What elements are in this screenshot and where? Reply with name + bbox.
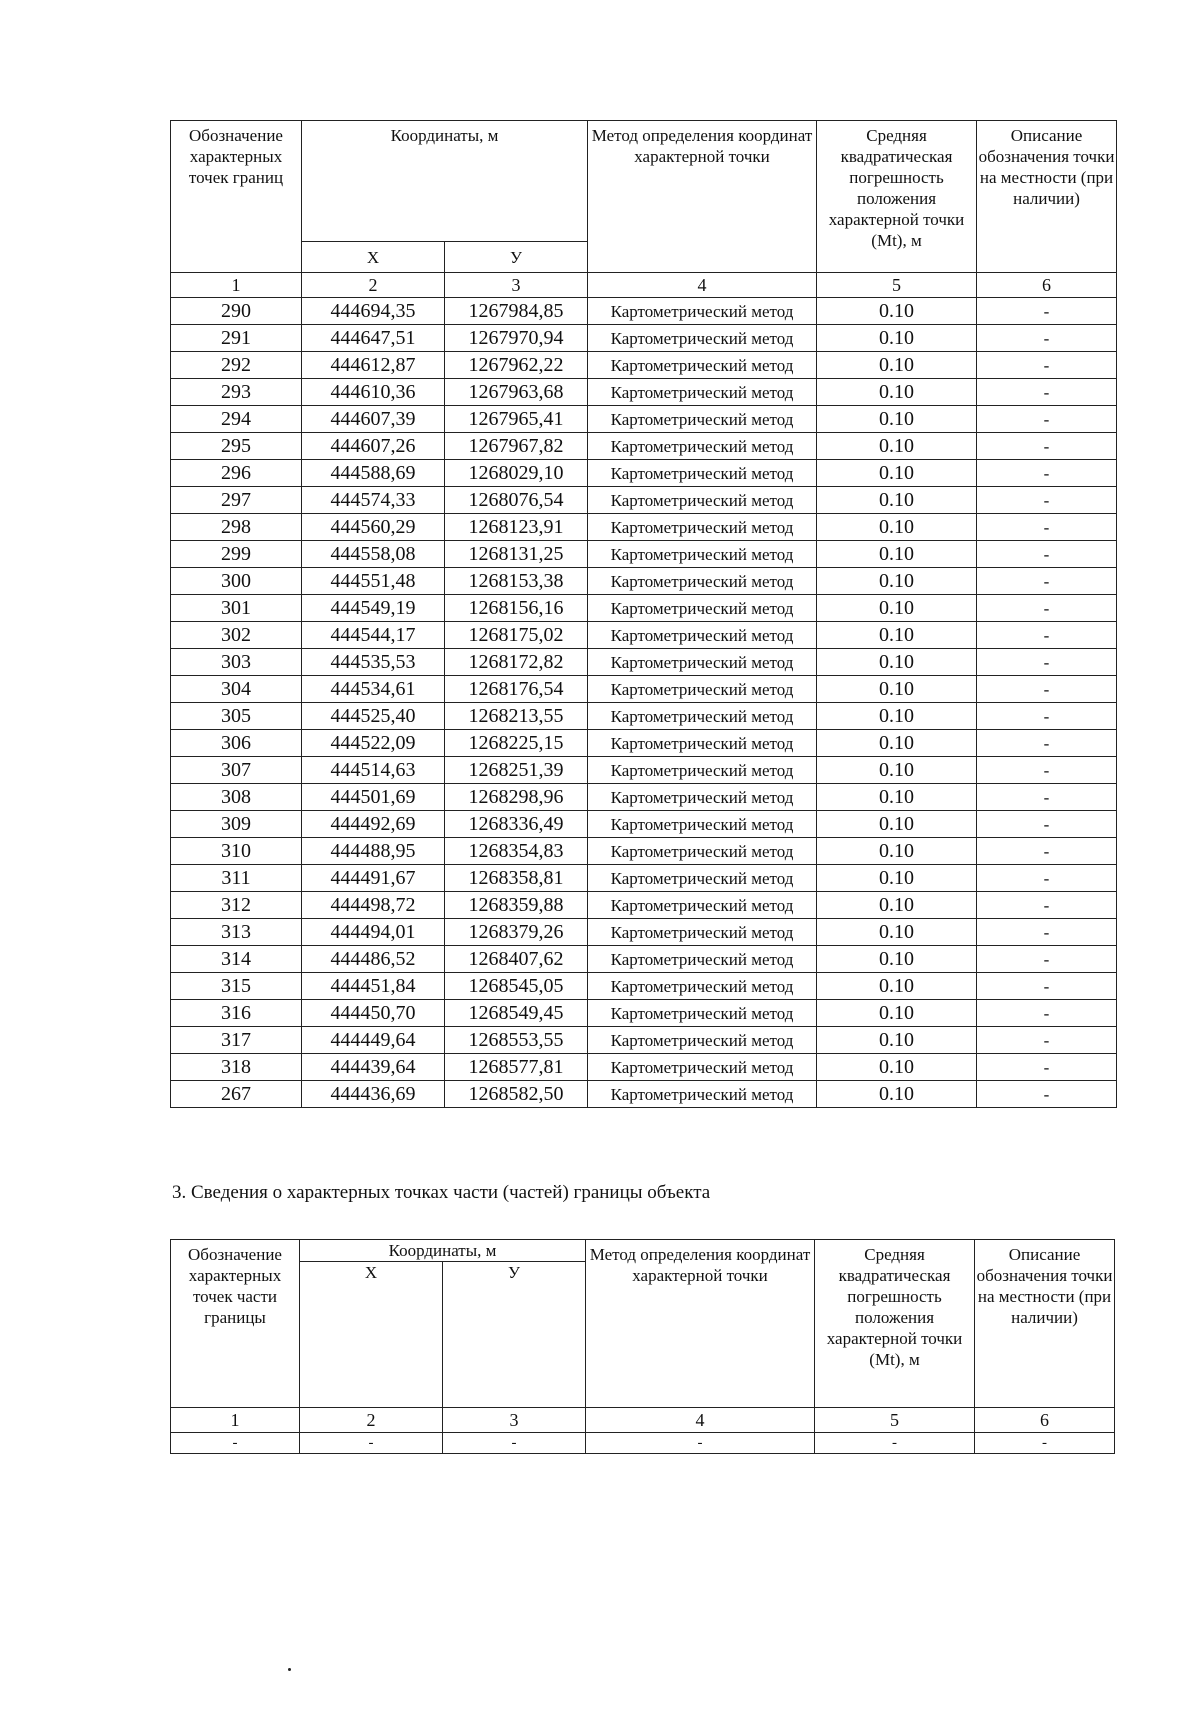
mean-error-cell: 0.10 xyxy=(817,838,977,865)
column-number: 5 xyxy=(815,1408,975,1433)
method-cell: Картометрический метод xyxy=(588,433,817,460)
description-cell: - xyxy=(977,433,1117,460)
table-row xyxy=(171,541,1117,568)
x-coordinate-cell: 444694,35 xyxy=(302,298,445,325)
y-coordinate-cell: 1268176,54 xyxy=(445,676,588,703)
y-coordinate-cell: 1267965,41 xyxy=(445,406,588,433)
mean-error-cell: 0.10 xyxy=(817,379,977,406)
table-row xyxy=(171,298,1117,325)
point-id-cell: 314 xyxy=(171,946,302,973)
method-cell: Картометрический метод xyxy=(588,325,817,352)
x-coordinate-cell: 444588,69 xyxy=(302,460,445,487)
point-id-cell: 290 xyxy=(171,298,302,325)
description-cell: - xyxy=(975,1433,1115,1454)
y-coordinate-cell: 1268213,55 xyxy=(445,703,588,730)
method-cell: Картометрический метод xyxy=(588,919,817,946)
x-coordinate-cell: 444647,51 xyxy=(302,325,445,352)
y-coordinate-cell: 1268153,38 xyxy=(445,568,588,595)
mean-error-cell: 0.10 xyxy=(817,406,977,433)
description-cell: - xyxy=(977,460,1117,487)
description-cell: - xyxy=(977,595,1117,622)
x-coordinate-cell: 444560,29 xyxy=(302,514,445,541)
point-id-cell: 302 xyxy=(171,622,302,649)
x-coordinate-cell: 444535,53 xyxy=(302,649,445,676)
mean-error-cell: 0.10 xyxy=(817,865,977,892)
y-coordinate-cell: 1268175,02 xyxy=(445,622,588,649)
x-coordinate-cell: 444450,70 xyxy=(302,1000,445,1027)
y-coordinate-cell: 1267984,85 xyxy=(445,298,588,325)
method-cell: Картометрический метод xyxy=(588,676,817,703)
table-row xyxy=(171,919,1117,946)
mean-error-cell: 0.10 xyxy=(817,514,977,541)
method-cell: Картометрический метод xyxy=(588,892,817,919)
table-row xyxy=(171,460,1117,487)
y-coordinate-cell: 1268251,39 xyxy=(445,757,588,784)
x-coordinate-cell: 444574,33 xyxy=(302,487,445,514)
description-cell: - xyxy=(977,487,1117,514)
x-coordinate-cell: 444607,26 xyxy=(302,433,445,460)
header-method: Метод определения координат характерной точки xyxy=(586,1240,815,1408)
x-coordinate-cell: 444486,52 xyxy=(302,946,445,973)
method-cell: Картометрический метод xyxy=(588,541,817,568)
x-coordinate-cell: 444494,01 xyxy=(302,919,445,946)
y-coordinate-cell: 1268076,54 xyxy=(445,487,588,514)
part-boundary-points-table xyxy=(170,1239,1115,1454)
y-coordinate-cell: 1267967,82 xyxy=(445,433,588,460)
method-cell: Картометрический метод xyxy=(588,298,817,325)
table-row xyxy=(171,325,1117,352)
table-row xyxy=(171,676,1117,703)
method-cell: Картометрический метод xyxy=(588,703,817,730)
description-cell: - xyxy=(977,784,1117,811)
method-cell: Картометрический метод xyxy=(588,865,817,892)
table-row xyxy=(171,622,1117,649)
method-cell: Картометрический метод xyxy=(588,352,817,379)
mean-error-cell: 0.10 xyxy=(817,946,977,973)
table-row xyxy=(171,811,1117,838)
x-coordinate-cell: 444549,19 xyxy=(302,595,445,622)
method-cell: Картометрический метод xyxy=(588,1054,817,1081)
point-id-cell: 315 xyxy=(171,973,302,1000)
column-number: 2 xyxy=(302,273,445,298)
description-cell: - xyxy=(977,838,1117,865)
point-id-cell: 317 xyxy=(171,1027,302,1054)
method-cell: Картометрический метод xyxy=(588,649,817,676)
mean-error-cell: 0.10 xyxy=(817,460,977,487)
x-coordinate-cell: 444439,64 xyxy=(302,1054,445,1081)
x-coordinate-cell: 444514,63 xyxy=(302,757,445,784)
header-point-designation: Обозначение характерных точек границ xyxy=(171,121,302,273)
point-id-cell: 291 xyxy=(171,325,302,352)
point-id-cell: 310 xyxy=(171,838,302,865)
y-coordinate-cell: 1268549,45 xyxy=(445,1000,588,1027)
mean-error-cell: 0.10 xyxy=(817,1000,977,1027)
description-cell: - xyxy=(977,973,1117,1000)
point-id-cell: 304 xyxy=(171,676,302,703)
x-coordinate-cell: 444451,84 xyxy=(302,973,445,1000)
point-id-cell: 301 xyxy=(171,595,302,622)
point-id-cell: 300 xyxy=(171,568,302,595)
column-number-row xyxy=(171,1408,1115,1433)
point-id-cell: 294 xyxy=(171,406,302,433)
method-cell: Картометрический метод xyxy=(588,487,817,514)
column-number: 6 xyxy=(975,1408,1115,1433)
table-row xyxy=(171,1433,1115,1454)
point-id-cell: 297 xyxy=(171,487,302,514)
description-cell: - xyxy=(977,811,1117,838)
table-row xyxy=(171,487,1117,514)
column-number: 1 xyxy=(171,1408,300,1433)
method-cell: Картометрический метод xyxy=(588,1027,817,1054)
mean-error-cell: 0.10 xyxy=(817,973,977,1000)
section-3-title: 3. Сведения о характерных точках части (частей) границы объекта xyxy=(172,1182,711,1203)
point-id-cell: 311 xyxy=(171,865,302,892)
description-cell: - xyxy=(977,1027,1117,1054)
column-number: 5 xyxy=(817,273,977,298)
description-cell: - xyxy=(977,298,1117,325)
table-row xyxy=(171,379,1117,406)
table-row xyxy=(171,838,1117,865)
header-y: У xyxy=(443,1262,586,1408)
y-coordinate-cell: 1268123,91 xyxy=(445,514,588,541)
column-number: 1 xyxy=(171,273,302,298)
method-cell: - xyxy=(586,1433,815,1454)
x-coordinate-cell: 444449,64 xyxy=(302,1027,445,1054)
table-row xyxy=(171,406,1117,433)
point-id-cell: 296 xyxy=(171,460,302,487)
point-id-cell: 316 xyxy=(171,1000,302,1027)
y-coordinate-cell: 1268553,55 xyxy=(445,1027,588,1054)
point-id-cell: 267 xyxy=(171,1081,302,1108)
point-id-cell: 303 xyxy=(171,649,302,676)
column-number: 6 xyxy=(977,273,1117,298)
mean-error-cell: 0.10 xyxy=(817,1027,977,1054)
header-coordinates: Координаты, м xyxy=(302,121,588,242)
column-number: 3 xyxy=(443,1408,586,1433)
header-coordinates: Координаты, м xyxy=(300,1240,586,1262)
mean-error-cell: 0.10 xyxy=(817,811,977,838)
header-x: Х xyxy=(302,242,445,273)
point-id-cell: 299 xyxy=(171,541,302,568)
y-coordinate-cell: 1268545,05 xyxy=(445,973,588,1000)
description-cell: - xyxy=(977,703,1117,730)
method-cell: Картометрический метод xyxy=(588,730,817,757)
point-id-cell: 312 xyxy=(171,892,302,919)
scan-speck xyxy=(288,1668,291,1671)
x-coordinate-cell: 444491,67 xyxy=(302,865,445,892)
mean-error-cell: 0.10 xyxy=(817,568,977,595)
point-id-cell: 308 xyxy=(171,784,302,811)
table-row xyxy=(171,514,1117,541)
x-coordinate-cell: 444544,17 xyxy=(302,622,445,649)
table-row xyxy=(171,649,1117,676)
method-cell: Картометрический метод xyxy=(588,838,817,865)
x-coordinate-cell: 444522,09 xyxy=(302,730,445,757)
y-coordinate-cell: 1268582,50 xyxy=(445,1081,588,1108)
description-cell: - xyxy=(977,568,1117,595)
method-cell: Картометрический метод xyxy=(588,379,817,406)
y-coordinate-cell: 1267962,22 xyxy=(445,352,588,379)
y-coordinate-cell: 1268298,96 xyxy=(445,784,588,811)
x-coordinate-cell: 444610,36 xyxy=(302,379,445,406)
y-coordinate-cell: 1268379,26 xyxy=(445,919,588,946)
boundary-points-table xyxy=(170,120,1117,1108)
table-row xyxy=(171,865,1117,892)
description-cell: - xyxy=(977,865,1117,892)
y-coordinate-cell: 1268577,81 xyxy=(445,1054,588,1081)
mean-error-cell: 0.10 xyxy=(817,298,977,325)
table-row xyxy=(171,946,1117,973)
mean-error-cell: 0.10 xyxy=(817,676,977,703)
method-cell: Картометрический метод xyxy=(588,514,817,541)
description-cell: - xyxy=(977,325,1117,352)
method-cell: Картометрический метод xyxy=(588,946,817,973)
header-mean-error: Средняя квадратическая погрешность положения характерной точки (Mt), м xyxy=(817,121,977,273)
table-row xyxy=(171,568,1117,595)
column-number-row xyxy=(171,273,1117,298)
x-coordinate-cell: 444488,95 xyxy=(302,838,445,865)
mean-error-cell: - xyxy=(815,1433,975,1454)
description-cell: - xyxy=(977,649,1117,676)
mean-error-cell: 0.10 xyxy=(817,1081,977,1108)
x-coordinate-cell: 444525,40 xyxy=(302,703,445,730)
description-cell: - xyxy=(977,919,1117,946)
point-id-cell: 295 xyxy=(171,433,302,460)
y-coordinate-cell: 1267970,94 xyxy=(445,325,588,352)
y-coordinate-cell: 1267963,68 xyxy=(445,379,588,406)
method-cell: Картометрический метод xyxy=(588,595,817,622)
y-coordinate-cell: - xyxy=(443,1433,586,1454)
description-cell: - xyxy=(977,730,1117,757)
mean-error-cell: 0.10 xyxy=(817,703,977,730)
description-cell: - xyxy=(977,622,1117,649)
description-cell: - xyxy=(977,946,1117,973)
point-id-cell: 292 xyxy=(171,352,302,379)
table-row xyxy=(171,433,1117,460)
header-x: Х xyxy=(300,1262,443,1408)
description-cell: - xyxy=(977,352,1117,379)
table-row xyxy=(171,595,1117,622)
mean-error-cell: 0.10 xyxy=(817,433,977,460)
mean-error-cell: 0.10 xyxy=(817,757,977,784)
table-row xyxy=(171,973,1117,1000)
mean-error-cell: 0.10 xyxy=(817,595,977,622)
method-cell: Картометрический метод xyxy=(588,460,817,487)
table-row xyxy=(171,352,1117,379)
y-coordinate-cell: 1268225,15 xyxy=(445,730,588,757)
x-coordinate-cell: 444607,39 xyxy=(302,406,445,433)
table-row xyxy=(171,892,1117,919)
x-coordinate-cell: 444612,87 xyxy=(302,352,445,379)
point-id-cell: 307 xyxy=(171,757,302,784)
y-coordinate-cell: 1268359,88 xyxy=(445,892,588,919)
mean-error-cell: 0.10 xyxy=(817,1054,977,1081)
mean-error-cell: 0.10 xyxy=(817,649,977,676)
y-coordinate-cell: 1268358,81 xyxy=(445,865,588,892)
mean-error-cell: 0.10 xyxy=(817,919,977,946)
point-id-cell: 298 xyxy=(171,514,302,541)
description-cell: - xyxy=(977,1081,1117,1108)
y-coordinate-cell: 1268029,10 xyxy=(445,460,588,487)
header-point-designation: Обозначение характерных точек части границы xyxy=(171,1240,300,1408)
y-coordinate-cell: 1268354,83 xyxy=(445,838,588,865)
method-cell: Картометрический метод xyxy=(588,784,817,811)
header-description: Описание обозначения точки на местности (при наличии) xyxy=(977,121,1117,273)
description-cell: - xyxy=(977,406,1117,433)
header-method: Метод определения координат характерной точки xyxy=(588,121,817,273)
mean-error-cell: 0.10 xyxy=(817,325,977,352)
method-cell: Картометрический метод xyxy=(588,406,817,433)
description-cell: - xyxy=(977,892,1117,919)
x-coordinate-cell: 444534,61 xyxy=(302,676,445,703)
point-id-cell: 305 xyxy=(171,703,302,730)
point-id-cell: - xyxy=(171,1433,300,1454)
description-cell: - xyxy=(977,757,1117,784)
mean-error-cell: 0.10 xyxy=(817,730,977,757)
mean-error-cell: 0.10 xyxy=(817,352,977,379)
table-row xyxy=(171,730,1117,757)
x-coordinate-cell: 444498,72 xyxy=(302,892,445,919)
method-cell: Картометрический метод xyxy=(588,622,817,649)
x-coordinate-cell: 444551,48 xyxy=(302,568,445,595)
method-cell: Картометрический метод xyxy=(588,973,817,1000)
point-id-cell: 313 xyxy=(171,919,302,946)
x-coordinate-cell: 444558,08 xyxy=(302,541,445,568)
description-cell: - xyxy=(977,514,1117,541)
point-id-cell: 293 xyxy=(171,379,302,406)
column-number: 2 xyxy=(300,1408,443,1433)
table-row xyxy=(171,1081,1117,1108)
table-row xyxy=(171,1027,1117,1054)
mean-error-cell: 0.10 xyxy=(817,487,977,514)
y-coordinate-cell: 1268131,25 xyxy=(445,541,588,568)
y-coordinate-cell: 1268172,82 xyxy=(445,649,588,676)
method-cell: Картометрический метод xyxy=(588,568,817,595)
table-row xyxy=(171,1000,1117,1027)
description-cell: - xyxy=(977,379,1117,406)
point-id-cell: 318 xyxy=(171,1054,302,1081)
description-cell: - xyxy=(977,1000,1117,1027)
point-id-cell: 306 xyxy=(171,730,302,757)
method-cell: Картометрический метод xyxy=(588,1000,817,1027)
header-mean-error: Средняя квадратическая погрешность положения характерной точки (Mt), м xyxy=(815,1240,975,1408)
y-coordinate-cell: 1268156,16 xyxy=(445,595,588,622)
point-id-cell: 309 xyxy=(171,811,302,838)
x-coordinate-cell: 444436,69 xyxy=(302,1081,445,1108)
table-row xyxy=(171,1054,1117,1081)
x-coordinate-cell: 444492,69 xyxy=(302,811,445,838)
table-row xyxy=(171,703,1117,730)
method-cell: Картометрический метод xyxy=(588,757,817,784)
x-coordinate-cell: - xyxy=(300,1433,443,1454)
method-cell: Картометрический метод xyxy=(588,811,817,838)
mean-error-cell: 0.10 xyxy=(817,892,977,919)
header-y: У xyxy=(445,242,588,273)
table-row xyxy=(171,784,1117,811)
method-cell: Картометрический метод xyxy=(588,1081,817,1108)
column-number: 4 xyxy=(588,273,817,298)
x-coordinate-cell: 444501,69 xyxy=(302,784,445,811)
column-number: 3 xyxy=(445,273,588,298)
mean-error-cell: 0.10 xyxy=(817,784,977,811)
column-number: 4 xyxy=(586,1408,815,1433)
header-description: Описание обозначения точки на местности (при наличии) xyxy=(975,1240,1115,1408)
description-cell: - xyxy=(977,1054,1117,1081)
description-cell: - xyxy=(977,541,1117,568)
description-cell: - xyxy=(977,676,1117,703)
mean-error-cell: 0.10 xyxy=(817,622,977,649)
mean-error-cell: 0.10 xyxy=(817,541,977,568)
y-coordinate-cell: 1268336,49 xyxy=(445,811,588,838)
table-row xyxy=(171,757,1117,784)
y-coordinate-cell: 1268407,62 xyxy=(445,946,588,973)
